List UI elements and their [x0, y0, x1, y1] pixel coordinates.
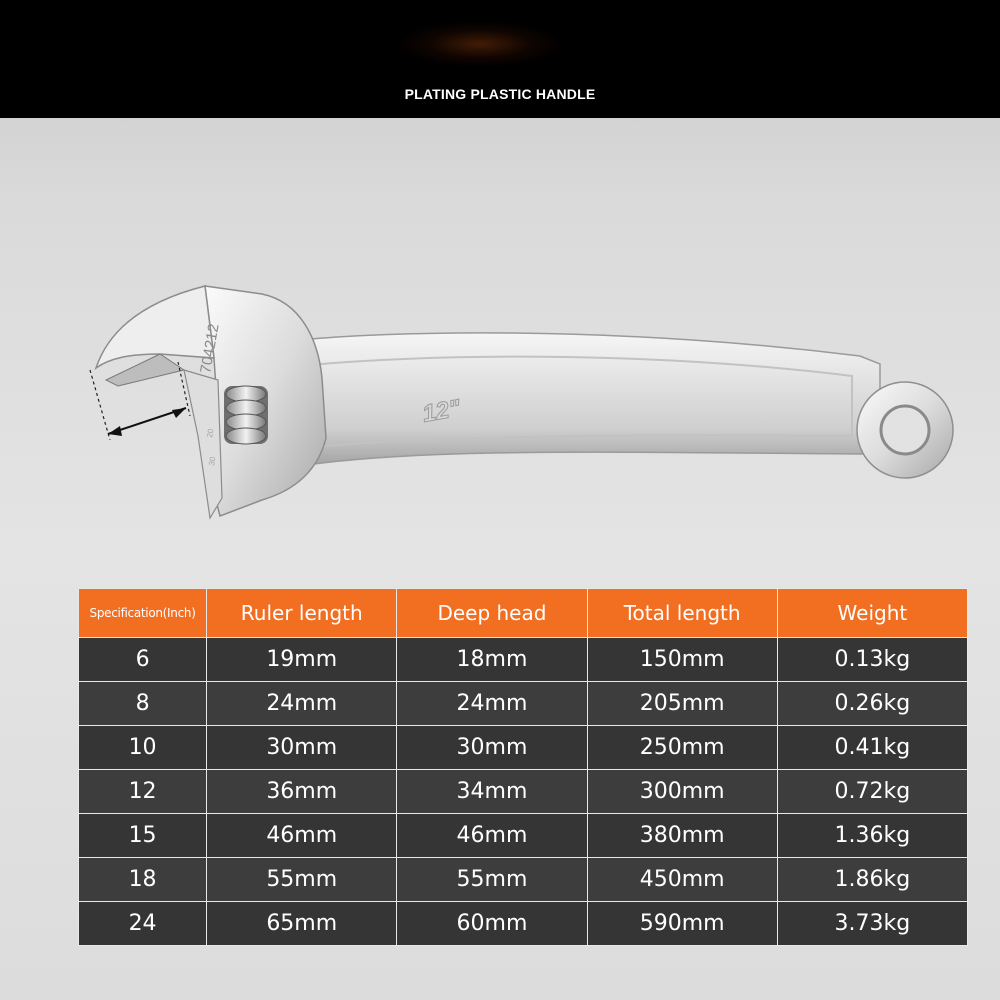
cell-weight: 3.73kg — [777, 902, 967, 946]
cell-weight: 1.86kg — [777, 858, 967, 902]
cell-deep-head: 24mm — [397, 682, 587, 726]
cell-total-length: 590mm — [587, 902, 777, 946]
specification-table — [78, 588, 968, 946]
cell-ruler: 36mm — [207, 770, 397, 814]
adjustable-wrench-illustration — [0, 118, 1000, 578]
table-row — [79, 858, 968, 902]
scale-mark-1: 20 — [205, 428, 216, 439]
cell-total-length: 300mm — [587, 770, 777, 814]
banner-title: PLATING PLASTIC HANDLE — [404, 86, 596, 102]
banner-glow — [400, 22, 560, 66]
size-mark-engraving: 12" — [420, 394, 463, 428]
table-row — [79, 638, 968, 682]
table-header-row — [79, 589, 968, 638]
model-code-engraving: 704212 — [197, 322, 223, 375]
cell-ruler: 65mm — [207, 902, 397, 946]
cell-ruler: 19mm — [207, 638, 397, 682]
table-row — [79, 726, 968, 770]
movable-jaw — [184, 370, 222, 518]
wrench-image — [0, 118, 1000, 578]
cell-total-length: 450mm — [587, 858, 777, 902]
cell-weight: 0.41kg — [777, 726, 967, 770]
header-weight: Weight — [777, 589, 967, 638]
header-total-length: Total length — [587, 589, 777, 638]
worm-screw — [224, 386, 268, 444]
cell-total-length: 380mm — [587, 814, 777, 858]
top-banner — [0, 0, 1000, 118]
cell-deep-head: 34mm — [397, 770, 587, 814]
cell-weight: 0.72kg — [777, 770, 967, 814]
table-row — [79, 902, 968, 946]
cell-ruler: 24mm — [207, 682, 397, 726]
cell-weight: 0.13kg — [777, 638, 967, 682]
table-row — [79, 682, 968, 726]
cell-spec: 24 — [79, 902, 207, 946]
table-row — [79, 814, 968, 858]
header-deep-head: Deep head — [397, 589, 587, 638]
fixed-jaw — [96, 286, 214, 368]
cell-total-length: 250mm — [587, 726, 777, 770]
wrench-handle — [250, 333, 880, 470]
cell-spec: 12 — [79, 770, 207, 814]
table-row — [79, 770, 968, 814]
scale-mark-2: 30 — [207, 456, 218, 467]
cell-spec: 6 — [79, 638, 207, 682]
cell-deep-head: 55mm — [397, 858, 587, 902]
cell-deep-head: 18mm — [397, 638, 587, 682]
header-ruler-length: Ruler length — [207, 589, 397, 638]
cell-ruler: 46mm — [207, 814, 397, 858]
cell-weight: 0.26kg — [777, 682, 967, 726]
header-specification: Specification(Inch) — [79, 589, 207, 638]
cell-ruler: 55mm — [207, 858, 397, 902]
cell-deep-head: 30mm — [397, 726, 587, 770]
cell-spec: 15 — [79, 814, 207, 858]
cell-spec: 10 — [79, 726, 207, 770]
cell-spec: 8 — [79, 682, 207, 726]
cell-total-length: 150mm — [587, 638, 777, 682]
cell-weight: 1.36kg — [777, 814, 967, 858]
cell-total-length: 205mm — [587, 682, 777, 726]
cell-deep-head: 46mm — [397, 814, 587, 858]
cell-spec: 18 — [79, 858, 207, 902]
cell-ruler: 30mm — [207, 726, 397, 770]
handle-hole — [881, 406, 929, 454]
cell-deep-head: 60mm — [397, 902, 587, 946]
